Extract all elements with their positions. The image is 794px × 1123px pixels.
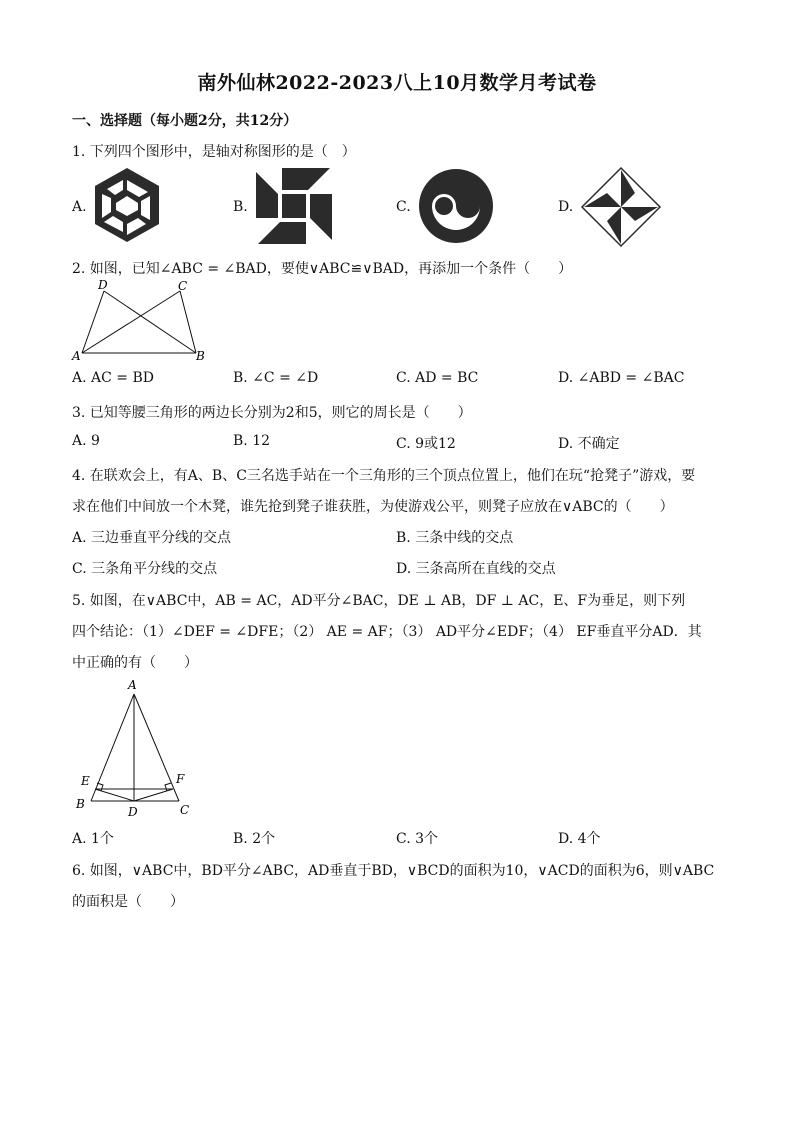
q2-option-c: C. AD = BC: [396, 370, 479, 386]
q5-label-c: C: [180, 803, 190, 817]
q1-option-b: B.: [233, 199, 248, 215]
q4-option-b: B. 三条中线的交点: [396, 530, 514, 546]
q4-option-a: A. 三边垂直平分线的交点: [72, 530, 232, 546]
q5-label-b: B: [76, 797, 85, 811]
q5-option-c: C. 3个: [396, 831, 439, 847]
q2-stem: 2. 如图，已知∠ABC = ∠BAD，要使∨ABC≌∨BAD，再添加一个条件（ ）: [72, 261, 573, 277]
q5-triangle-figure: [72, 676, 202, 822]
yin-yang-circle-figure: [416, 166, 496, 246]
q3-option-b: B. 12: [233, 433, 271, 449]
q6-stem-line2: 的面积是（ ）: [72, 894, 184, 910]
hexagon-swirl-figure: [90, 166, 164, 246]
q2-option-d: D. ∠ABD = ∠BAC: [558, 370, 685, 386]
pinwheel-square-figure: [252, 166, 336, 246]
q5-option-a: A. 1个: [72, 831, 114, 847]
q5-label-e: E: [81, 774, 90, 788]
q5-label-f: F: [176, 772, 185, 786]
q1-stem: 1. 下列四个图形中，是轴对称图形的是（ ）: [72, 144, 356, 160]
q5-stem-line2: 四个结论：（1）∠DEF = ∠DFE；（2） AE = AF；（3） AD平分∠EDF；（4） EF垂直平分AD．其: [72, 624, 702, 640]
q1-option-a: A.: [72, 199, 87, 215]
q5-stem-line1: 5. 如图，在∨ABC中，AB = AC，AD平分∠BAC，DE ⊥ AB，DF ⊥ AC，E、F为垂足，则下列: [72, 593, 686, 609]
diamond-windmill-figure: [580, 166, 662, 248]
q2-label-c: C: [178, 279, 188, 293]
q3-option-a: A. 9: [72, 433, 100, 449]
q4-option-c: C. 三条角平分线的交点: [72, 561, 218, 577]
q4-stem-line1: 4. 在联欢会上，有A、B、C三名选手站在一个三角形的三个顶点位置上，他们在玩“抢凳子”游戏，要: [72, 468, 696, 484]
q5-label-a: A: [128, 678, 137, 692]
q4-option-d: D. 三条高所在直线的交点: [396, 561, 556, 577]
q5-stem-line3: 中正确的有（ ）: [72, 655, 198, 671]
q5-option-d: D. 4个: [558, 831, 601, 847]
q2-label-a: A: [72, 349, 81, 363]
q4-stem-line2: 求在他们中间放一个木凳，谁先抢到凳子谁获胜，为使游戏公平，则凳子应放在∨ABC的（ ）: [72, 499, 674, 515]
q3-option-c: C. 9或12: [396, 436, 456, 452]
q2-option-a: A. AC = BD: [72, 370, 154, 386]
q5-label-d: D: [128, 805, 138, 819]
q1-option-d: D.: [558, 199, 574, 215]
q2-label-d: D: [98, 278, 108, 292]
section-heading: 一、选择题（每小题2分，共12分）: [72, 113, 298, 129]
q2-option-b: B. ∠C = ∠D: [233, 370, 319, 386]
q3-option-d: D. 不确定: [558, 436, 620, 452]
q5-option-b: B. 2个: [233, 831, 276, 847]
q2-quadrilateral-figure: [68, 278, 208, 364]
q1-option-c: C.: [396, 199, 411, 215]
page-title: 南外仙林2022-2023八上10月数学月考试卷: [197, 72, 597, 94]
q2-label-b: B: [196, 349, 205, 363]
q3-stem: 3. 已知等腰三角形的两边长分别为2和5，则它的周长是（ ）: [72, 405, 472, 421]
q6-stem-line1: 6. 如图，∨ABC中，BD平分∠ABC，AD垂直于BD，∨BCD的面积为10，∨ACD的面积为6，则∨ABC: [72, 863, 715, 879]
